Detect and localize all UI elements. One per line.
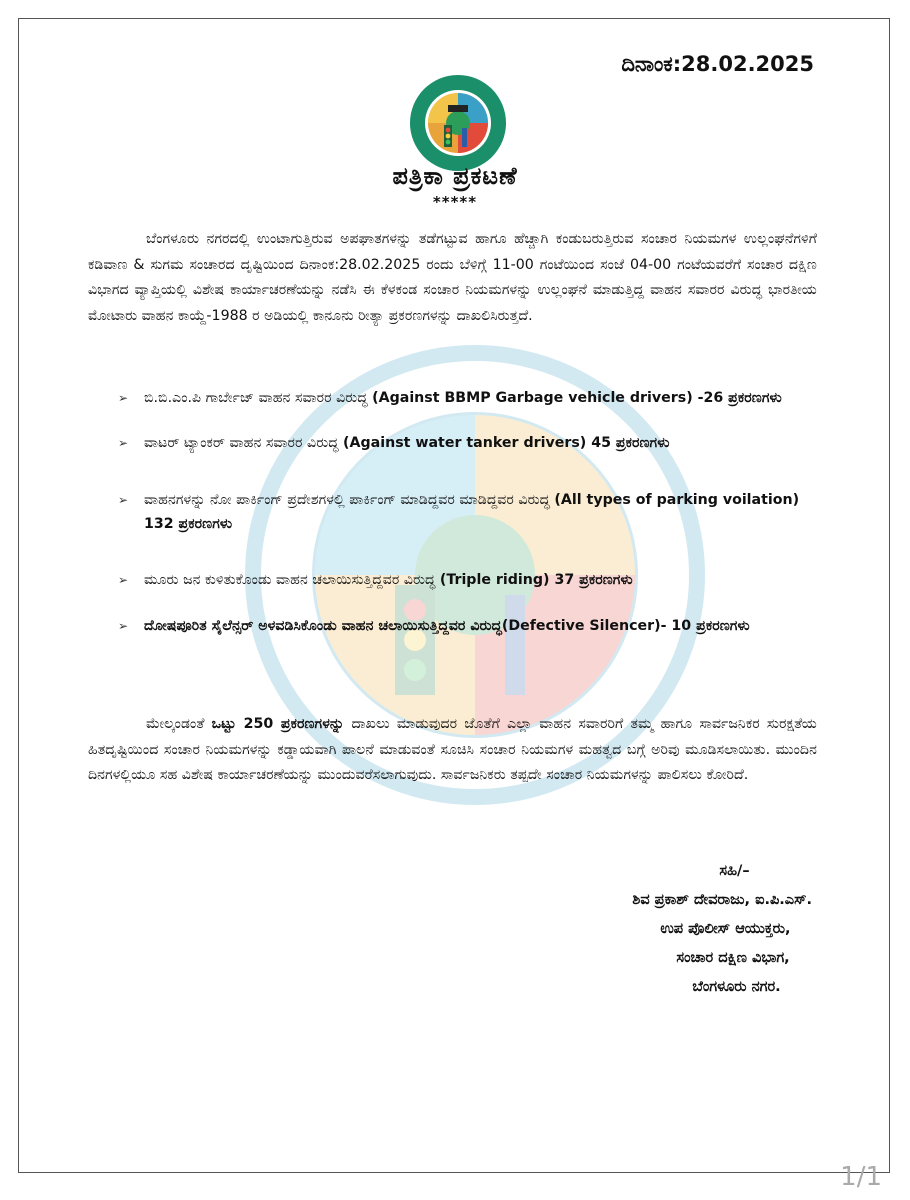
- list-item: [118, 614, 818, 638]
- bengaluru-traffic-police-logo: [408, 73, 508, 173]
- signature-mark: ಸಹಿ/–: [719, 863, 750, 879]
- list-item: [118, 386, 818, 410]
- arrow-bullet-icon: ➢: [118, 573, 129, 587]
- list-item: [118, 431, 818, 455]
- list-item-bold: (Against water tanker drivers) 45 ಪ್ರಕರಣಗಳು: [343, 435, 670, 451]
- list-item-text: ಮೂರು ಜನ ಕುಳಿತುಕೊಂಡು ವಾಹನ ಚಲಾಯಿಸುತ್ತಿದ್ದವರ ವಿರುದ್ಧ: [144, 572, 440, 588]
- closing-paragraph: [88, 712, 817, 789]
- arrow-bullet-icon: ➢: [118, 493, 129, 507]
- list-item-text: ಬಿ.ಬಿ.ಎಂ.ಪಿ ಗಾರ್ಬೇಜ್ ವಾಹನ ಸವಾರರ ವಿರುದ್ಧ: [144, 390, 373, 406]
- arrow-bullet-icon: ➢: [118, 391, 129, 405]
- list-item-bold: (Triple riding) 37 ಪ್ರಕರಣಗಳು: [439, 572, 633, 588]
- list-item-text: ವಾಟರ್ ಟ್ಯಾಂಕರ್ ವಾಹನ ಸವಾರರ ವಿರುದ್ಧ: [144, 435, 344, 451]
- case-list: [118, 386, 818, 638]
- document-date: ದಿನಾಂಕ:28.02.2025: [621, 52, 814, 76]
- list-item: [118, 488, 818, 536]
- title-separator: *****: [432, 193, 478, 211]
- total-cases-highlight: ಒಟ್ಟು 250 ಪ್ರಕರಣಗಳನ್ನು: [211, 716, 345, 732]
- closing-text-pre: ಮೇಲ್ಕಂಡಂತೆ: [146, 716, 212, 732]
- arrow-bullet-icon: ➢: [118, 436, 129, 450]
- arrow-bullet-icon: ➢: [118, 619, 129, 633]
- list-item-text: ವಾಹನಗಳನ್ನು ನೋ ಪಾರ್ಕಿಂಗ್ ಪ್ರದೇಶಗಳಲ್ಲಿ ಪಾರ್ಕಿಂಗ್ ಮಾಡಿದ್ದವರ ಮಾಡಿದ್ದವರ ವಿರುದ್ಧ: [144, 492, 555, 508]
- intro-paragraph: ಬೆಂಗಳೂರು ನಗರದಲ್ಲಿ ಉಂಟಾಗುತ್ತಿರುವ ಅಪಘಾತಗಳನ್ನು ತಡೆಗಟ್ಟುವ ಹಾಗೂ ಹೆಚ್ಚಾಗಿ ಕಂಡುಬರುತ್ತಿರುವ ಸಂಚಾರ ನಿಯಮಗಳ ಉಲ್ಲಂಘನೆಗಳಿಗೆ ಕಡಿವಾಣ & ಸುಗಮ ಸಂಚಾರದ ದೃಷ್ಟಿಯಿಂದ ದಿನಾಂಕ:28.02.2025 ರಂದು ಬೆಳಿಗ್ಗೆ 11-00 ಗಂಟೆಯಿಂದ ಸಂಜೆ 04-00 ಗಂಟೆಯವರೆಗೆ ಸಂಚಾರ ದಕ್ಷಿಣ ವಿಭಾಗದ ವ್ಯಾಪ್ತಿಯಲ್ಲಿ ವಿಶೇಷ ಕಾರ್ಯಾಚರಣೆಯನ್ನು ನಡೆಸಿ ಈ ಕೆಳಕಂಡ ಸಂಚಾರ ನಿಯಮಗಳನ್ನು ಉಲ್ಲಂಘನೆ ಮಾಡುತ್ತಿದ್ದ ವಾಹನ ಸವಾರರ ವಿರುದ್ಧ ಭಾರತೀಯ ಮೋಟಾರು ವಾಹನ ಕಾಯ್ದೆ-1988 ರ ಅಡಿಯಲ್ಲಿ ಕಾನೂನು ರೀತ್ಯಾ ಪ್ರಕರಣಗಳನ್ನು ದಾಖಲಿಸಿರುತ್ತದೆ.: [88, 231, 817, 324]
- signature-block: [632, 857, 812, 1002]
- list-item-bold: (All types of parking voilation) 132 ಪ್ರಕರಣಗಳು: [144, 492, 800, 532]
- signatory-division: ಸಂಚಾರ ದಕ್ಷಿಣ ವಿಭಾಗ,: [676, 950, 790, 966]
- signatory-designation: ಉಪ ಪೊಲೀಸ್ ಆಯುಕ್ತರು,: [660, 921, 791, 937]
- signatory-city: ಬೆಂಗಳೂರು ನಗರ.: [692, 979, 781, 995]
- list-item-bold: (Against BBMP Garbage vehicle drivers) -26 ಪ್ರಕರಣಗಳು: [372, 390, 782, 406]
- list-item-bold: ದೋಷಪೂರಿತ ಸೈಲೆನ್ಸರ್ ಅಳವಡಿಸಿಕೊಂಡು ವಾಹನ ಚಲಾಯಿಸುತ್ತಿದ್ದವರ ವಿರುದ್ಧ(Defective Silencer)- 10 ಪ್ರಕರಣಗಳು: [144, 618, 750, 634]
- list-item: [118, 568, 818, 592]
- press-release-title: ಪತ್ರಿಕಾ ಪ್ರಕಟಣೆ: [392, 162, 518, 190]
- closing-text-post: ದಾಖಲು ಮಾಡುವುದರ ಜೊತೆಗೆ ಎಲ್ಲಾ ವಾಹನ ಸವಾರರಿಗೆ ತಮ್ಮ ಹಾಗೂ ಸಾರ್ವಜನಿಕರ ಸುರಕ್ಷತೆಯ ಹಿತದೃಷ್ಟಿಯಿಂದ ಸಂಚಾರ ನಿಯಮಗಳನ್ನು ಕಡ್ಡಾಯವಾಗಿ ಪಾಲನೆ ಮಾಡುವಂತೆ ಸೂಚಿಸಿ ಸಂಚಾರ ನಿಯಮಗಳ ಮಹತ್ವದ ಬಗ್ಗೆ ಅರಿವು ಮೂಡಿಸಲಾಯಿತು. ಮುಂದಿನ ದಿನಗಳಲ್ಲಿಯೂ ಸಹ ವಿಶೇಷ ಕಾರ್ಯಾಚರಣೆಯನ್ನು ಮುಂದುವರೆಸಲಾಗುವುದು. ಸಾರ್ವಜನಿಕರು ತಪ್ಪದೇ ಸಂಚಾರ ನಿಯಮಗಳನ್ನು ಪಾಲಿಸಲು ಕೋರಿದೆ.: [88, 716, 817, 783]
- page-indicator: 1/1: [840, 1162, 882, 1192]
- signatory-name: ಶಿವ ಪ್ರಕಾಶ್ ದೇವರಾಜು, ಐ.ಪಿ.ಎಸ್.: [632, 892, 812, 908]
